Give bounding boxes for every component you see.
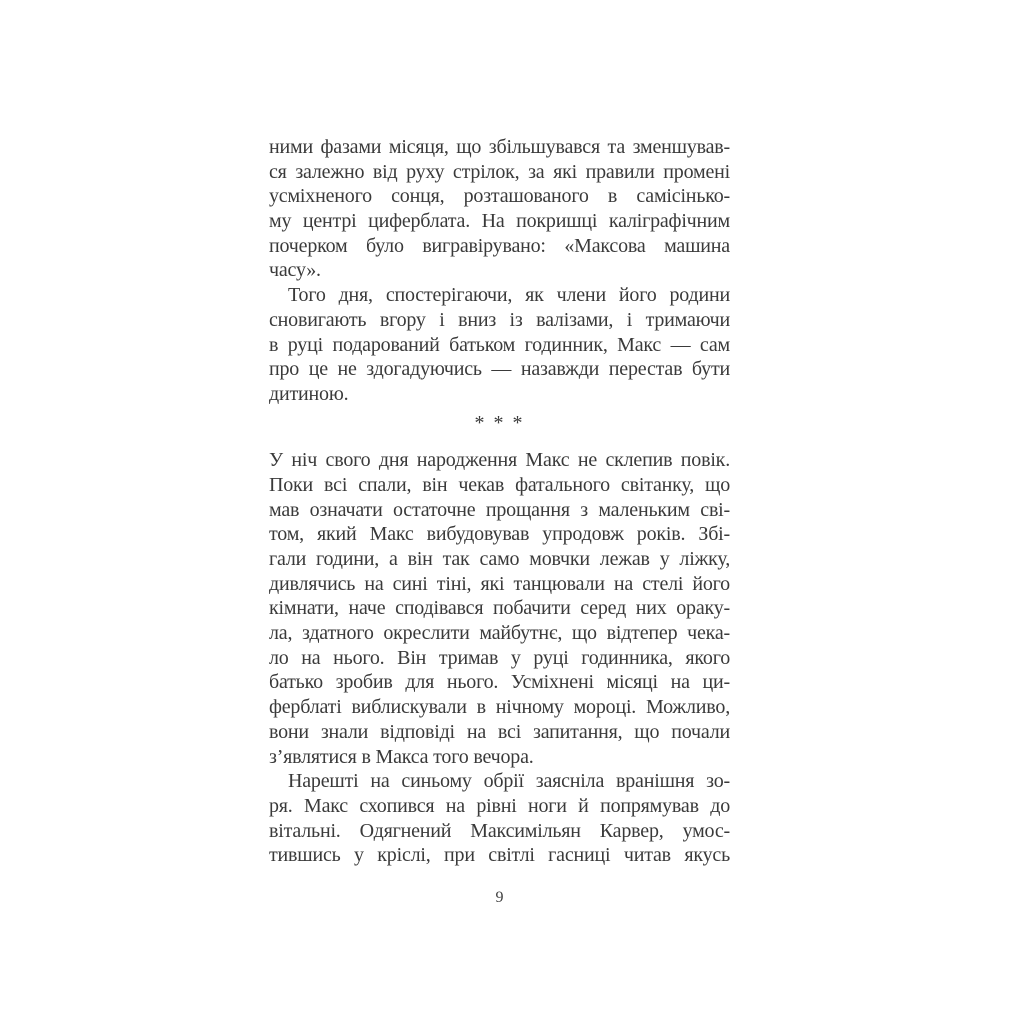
text-line: ними фазами місяця, що збільшувався та зменшував- [269,136,730,158]
paragraph [269,283,730,406]
text-line: мав означати остаточне прощання з маленьким сві- [269,498,730,521]
text-line: ся залежно від руху стрілок, за які правили промені [269,160,730,183]
text-line: про це не здогадуючись — назавжди перестав бути [269,358,730,381]
text-line: Нарешті на синьому обрії заясніла вранішня зо- [288,770,730,793]
text-line: часу». [269,259,321,282]
text-line: дитиною. [269,382,349,405]
text-line: усміхненого сонця, розташованого в самісінько- [269,185,730,208]
text-line: тившись у кріслі, при світлі гасниці читав якусь [269,844,730,867]
page-number: 9 [495,889,504,906]
text-line: почерком було вигравірувано: «Максова машина [269,234,730,257]
paragraph [269,769,730,868]
text-line: том, який Макс вибудовував упродовж років. Збі- [269,523,730,546]
text-line: кімнати, наче сподівався побачити серед них ораку- [269,597,730,620]
text-line: У ніч свого дня народження Макс не склепив повік. [269,449,730,472]
text-line: з’являтися в Макса того вечора. [269,745,534,768]
text-line: Поки всі спали, він чекав фатального світанку, що [269,473,730,496]
page-text-block [269,135,730,868]
section-break-separator: * * * [474,411,525,434]
text-line: вітальні. Одягнений Максимільян Карвер, умос- [269,819,730,842]
text-line: дивлячись на сині тіні, які танцювали на стелі його [269,572,730,595]
text-line: ферблаті виблискували в нічному мороці. Можливо, [269,696,730,719]
text-line: Того дня, спостерігаючи, як члени його родини [288,284,730,307]
text-line: ло на нього. Він тримав у руці годинника, якого [269,646,730,669]
text-line: му центрі циферблата. На покришці каліграфічним [269,210,730,233]
text-line: гали години, а він так само мовчки лежав у ліжку, [269,548,730,570]
text-line: в руці подарований батьком годинник, Макс — сам [269,333,730,356]
text-line: сновигають вгору і вниз із валізами, і тримаючи [269,308,730,331]
paragraph [269,448,730,769]
text-line: батько зробив для нього. Усміхнені місяці на ци- [269,671,730,694]
paragraph [269,135,730,283]
text-line: ла, здатного окреслити майбутнє, що відтепер чека- [269,622,730,645]
text-line: вони знали відповіді на всі запитання, що почали [269,720,730,743]
text-line: ря. Макс схопився на рівні ноги й попрямував до [269,794,730,817]
